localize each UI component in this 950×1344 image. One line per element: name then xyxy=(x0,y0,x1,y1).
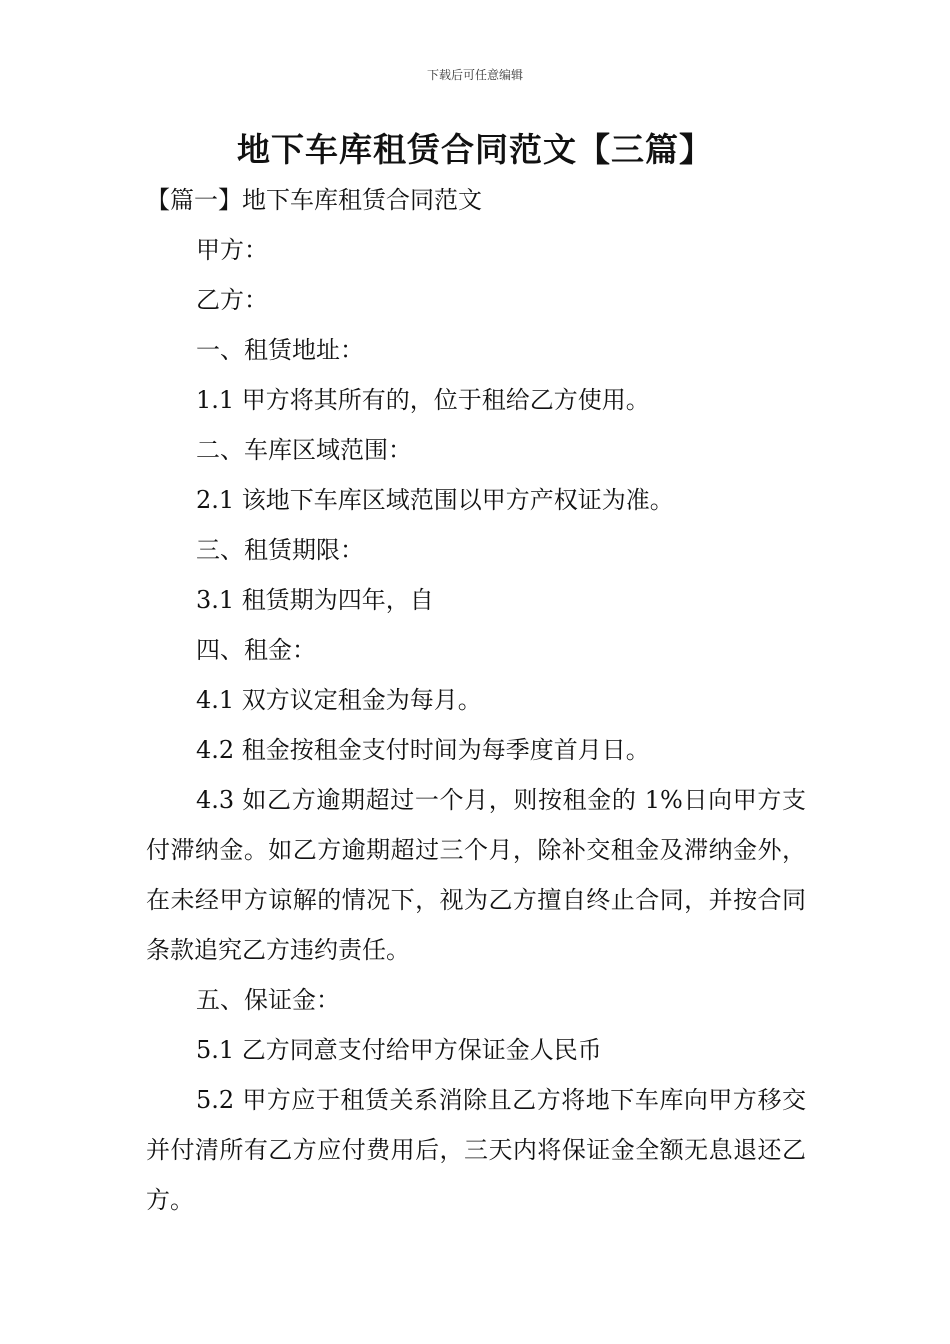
clause-1-1: 1.1 甲方将其所有的，位于租给乙方使用。 xyxy=(196,386,650,414)
section-heading: 【篇一】地下车库租赁合同范文 xyxy=(146,186,482,214)
clause-heading-rent: 四、租金： xyxy=(196,636,316,664)
clause-4-3: 4.3 如乙方逾期超过一个月，则按租金的 1%日向甲方支付滞纳金。如乙方逾期超过三个月，除补交租金及滞纳金外，在未经甲方谅解的情况下，视为乙方擅自终止合同，并按合同条款追究乙方违约责任。 xyxy=(146,786,806,964)
document-body xyxy=(146,175,806,1225)
clause-4-1: 4.1 双方议定租金为每月。 xyxy=(196,686,482,714)
clause-heading-address: 一、租赁地址： xyxy=(196,336,364,364)
party-a-line: 甲方： xyxy=(196,236,268,264)
clause-5-2: 5.2 甲方应于租赁关系消除且乙方将地下车库向甲方移交并付清所有乙方应付费用后，三天内将保证金全额无息退还乙方。 xyxy=(146,1086,806,1214)
clause-4-2: 4.2 租金按租金支付时间为每季度首月日。 xyxy=(196,736,650,764)
clause-heading-term: 三、租赁期限： xyxy=(196,536,364,564)
clause-3-1: 3.1 租赁期为四年，自 xyxy=(196,586,434,614)
page-header-note: 下载后可任意编辑 xyxy=(426,68,523,82)
clause-heading-deposit: 五、保证金： xyxy=(196,986,340,1014)
party-b-line: 乙方： xyxy=(196,286,268,314)
clause-5-1: 5.1 乙方同意支付给甲方保证金人民币 xyxy=(196,1036,602,1064)
document-title: 地下车库租赁合同范文【三篇】 xyxy=(237,130,713,169)
clause-2-1: 2.1 该地下车库区域范围以甲方产权证为准。 xyxy=(196,486,674,514)
clause-heading-area: 二、车库区域范围： xyxy=(196,436,412,464)
